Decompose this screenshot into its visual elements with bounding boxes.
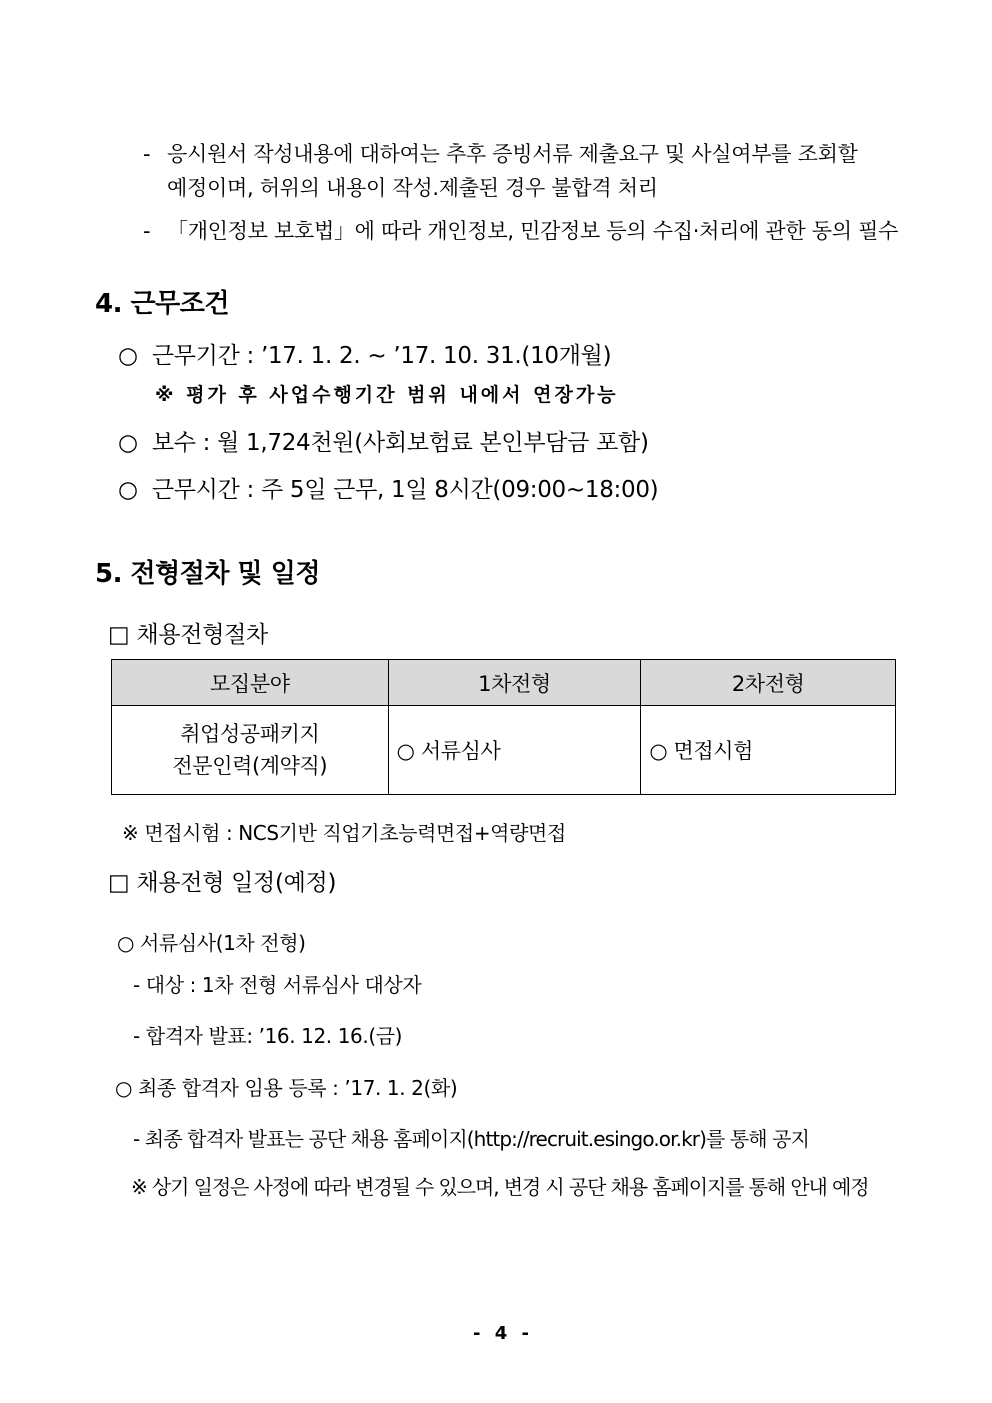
condition-period [118, 337, 611, 370]
condition-pay [118, 424, 649, 457]
field-line: 취업성공패키지 [180, 722, 320, 746]
condition-text: 근무기간 : ’17. 1. 2. ~ ’17. 10. 31.(10개월) [151, 343, 612, 369]
final-announce-note: - 최종 합격자 발표는 공단 채용 홈페이지(http://recruit.esingo.or.kr)를 통해 공지 [133, 1127, 809, 1151]
condition-hours [118, 471, 658, 504]
circle-bullet: ○ [118, 430, 138, 456]
note-line: 「개인정보 보호법」에 따라 개인정보, 민감정보 등의 수집·처리에 관한 동의 필수 [167, 219, 899, 243]
circle-bullet: ○ [118, 343, 138, 369]
procedure-table [111, 659, 896, 795]
bullet-dash: - [143, 142, 151, 166]
stage2-cell: ○ 면접시험 [641, 706, 896, 795]
procedure-heading: □ 채용전형절차 [108, 622, 268, 648]
doc-review-announce: - 합격자 발표: ’16. 12. 16.(금) [133, 1024, 403, 1048]
note-verification [143, 138, 858, 168]
table-row [112, 706, 896, 795]
note-line: 예정이며, 허위의 내용이 작성.제출된 경우 불합격 처리 [167, 176, 658, 200]
section-title-procedure-schedule: 5. 전형절차 및 일정 [95, 559, 320, 589]
page-number: - 4 - [473, 1323, 533, 1344]
note-privacy [143, 215, 898, 245]
stage1-cell: ○ 서류심사 [388, 706, 641, 795]
doc-review-target: - 대상 : 1차 전형 서류심사 대상자 [133, 973, 422, 997]
field-cell [112, 706, 389, 795]
field-line: 전문인력(계약직) [172, 754, 328, 778]
table-header: 1차전형 [388, 660, 641, 706]
schedule-change-note: ※ 상기 일정은 사정에 따라 변경될 수 있으며, 변경 시 공단 채용 홈페이지를 통해 안내 예정 [131, 1175, 869, 1199]
schedule-heading: □ 채용전형 일정(예정) [108, 870, 337, 896]
table-header-row [112, 660, 896, 706]
bullet-dash: - [143, 219, 151, 243]
doc-review-item: ○ 서류심사(1차 전형) [117, 931, 306, 955]
section-title-working-conditions: 4. 근무조건 [95, 289, 229, 319]
condition-text: 근무시간 : 주 5일 근무, 1일 8시간(09:00~18:00) [151, 477, 659, 503]
condition-text: 보수 : 월 1,724천원(사회보험료 본인부담금 포함) [151, 430, 649, 456]
note-line: 응시원서 작성내용에 대하여는 추후 증빙서류 제출요구 및 사실여부를 조회할 [167, 142, 858, 166]
table-header: 2차전형 [641, 660, 896, 706]
table-header: 모집분야 [112, 660, 389, 706]
final-registration-item: ○ 최종 합격자 임용 등록 : ’17. 1. 2(화) [115, 1076, 458, 1100]
interview-note: ※ 면접시험 : NCS기반 직업기초능력면접+역량면접 [122, 821, 566, 845]
extension-note: ※ 평가 후 사업수행기간 범위 내에서 연장가능 [155, 384, 619, 406]
circle-bullet: ○ [118, 477, 138, 503]
